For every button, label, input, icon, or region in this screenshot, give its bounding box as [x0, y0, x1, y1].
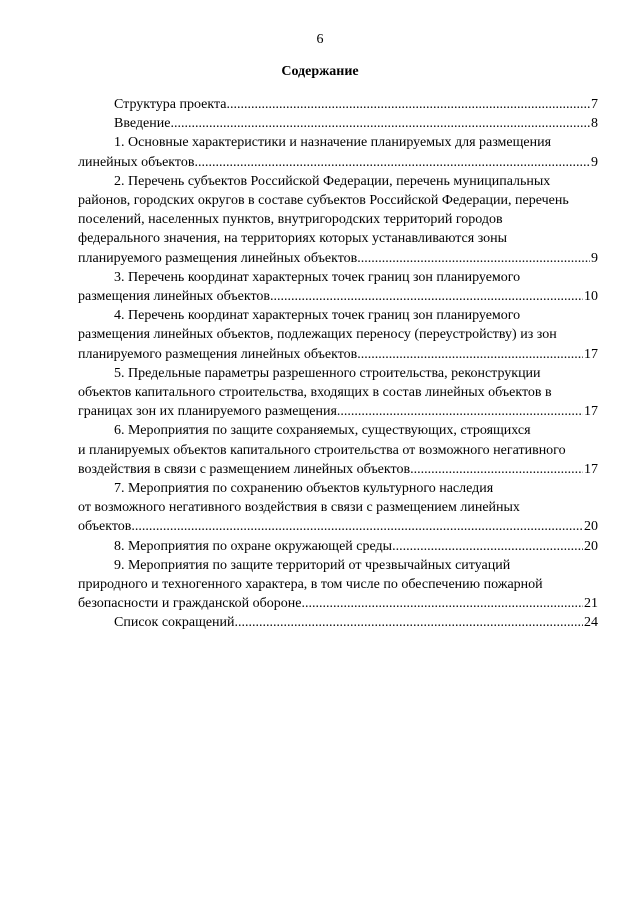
toc-entry-line: 3. Перечень координат характерных точек границ зон планируемого: [114, 269, 521, 285]
toc-entry[interactable]: [78, 556, 598, 614]
leader-dots: [392, 537, 583, 556]
toc-entry-line: 5. Предельные параметры разрешенного строительства, реконструкции: [114, 365, 541, 381]
toc-entry-label: воздействия в связи с размещением линейных объектов: [78, 461, 411, 477]
toc-entry-line: поселений, населенных пунктов, внутригородских территорий городов: [78, 212, 503, 228]
toc-entry[interactable]: [78, 306, 598, 364]
toc-entry-line: 9. Мероприятия по защите территорий от чрезвычайных ситуаций: [114, 557, 511, 573]
toc-entry-line: 2. Перечень субъектов Российской Федерации, перечень муниципальных: [114, 173, 551, 189]
leader-dots: [270, 287, 583, 306]
toc-page-number: 20: [584, 519, 598, 535]
toc-page-number: 24: [584, 615, 598, 631]
toc-entry[interactable]: [78, 114, 598, 133]
toc-page-number: 9: [591, 154, 598, 170]
toc-entry[interactable]: [78, 133, 598, 171]
leader-dots: [131, 517, 583, 536]
leader-dots: [194, 153, 590, 172]
leader-dots: [337, 402, 583, 421]
toc-entry-label: линейных объектов: [78, 154, 195, 170]
toc-entry-label: планируемого размещения линейных объектов: [78, 250, 358, 266]
toc-page-number: 8: [591, 116, 598, 132]
toc-entry-line: и планируемых объектов капитального строительства от возможного негативного: [78, 442, 566, 458]
leader-dots: [357, 249, 590, 268]
toc-entry[interactable]: [78, 364, 598, 422]
toc-entry-label: Структура проекта: [114, 97, 227, 112]
toc-entry-line: размещения линейных объектов, подлежащих переносу (переустройству) из зон: [78, 327, 557, 343]
leader-dots: [235, 613, 583, 632]
toc-entry[interactable]: [78, 479, 598, 537]
toc-entry[interactable]: [78, 421, 598, 479]
toc-entry-label: объектов: [78, 519, 132, 535]
toc-entry-label: безопасности и гражданской обороне: [78, 596, 302, 612]
toc-entry-label: размещения линейных объектов: [78, 289, 271, 305]
toc-title: Содержание: [281, 64, 359, 79]
toc-entry-line: 6. Мероприятия по защите сохраняемых, существующих, строящихся: [114, 423, 531, 439]
toc-entry-line: объектов капитального строительства, входящих в состав линейных объектов в: [78, 385, 552, 401]
toc-page-number: 20: [584, 538, 598, 554]
toc-entry-label: Список сокращений: [114, 615, 235, 631]
toc-entry[interactable]: [78, 537, 598, 556]
toc-entry-line: 7. Мероприятия по сохранению объектов культурного наследия: [114, 481, 494, 497]
toc-entry-line: природного и техногенного характера, в том числе по обеспечению пожарной: [78, 577, 543, 593]
toc-entry[interactable]: [78, 268, 598, 306]
toc-entry-label: Введение: [114, 116, 171, 132]
toc-entry[interactable]: [78, 95, 598, 114]
toc-page-number: 21: [584, 596, 598, 612]
toc-entry-line: федерального значения, на территориях которых устанавливаются зоны: [78, 231, 508, 247]
table-of-contents: [78, 95, 598, 633]
toc-entry-label: планируемого размещения линейных объектов: [78, 346, 358, 362]
toc-entry-label: 8. Мероприятия по охране окружающей среды: [114, 538, 393, 554]
toc-page-number: 17: [584, 404, 598, 420]
toc-page-number: 7: [591, 97, 598, 112]
toc-entry-line: от возможного негативного воздействия в связи с размещением линейных: [78, 500, 520, 516]
toc-page-number: 17: [584, 346, 598, 362]
leader-dots: [227, 95, 590, 114]
leader-dots: [357, 345, 583, 364]
toc-page-number: 9: [591, 250, 598, 266]
toc-entry-label: границах зон их планируемого размещения: [78, 404, 337, 420]
toc-entry[interactable]: [78, 613, 598, 632]
leader-dots: [301, 594, 583, 613]
page-number: 6: [316, 32, 324, 47]
toc-entry-line: 1. Основные характеристики и назначение планируемых для размещения: [114, 135, 552, 151]
leader-dots: [170, 114, 590, 133]
toc-page-number: 17: [584, 461, 598, 477]
toc-entry[interactable]: [78, 172, 598, 268]
leader-dots: [410, 460, 583, 479]
toc-entry-line: 4. Перечень координат характерных точек границ зон планируемого: [114, 308, 521, 324]
toc-page-number: 10: [584, 289, 598, 305]
toc-entry-line: районов, городских округов в составе субъектов Российской Федерации, перечень: [78, 193, 569, 209]
